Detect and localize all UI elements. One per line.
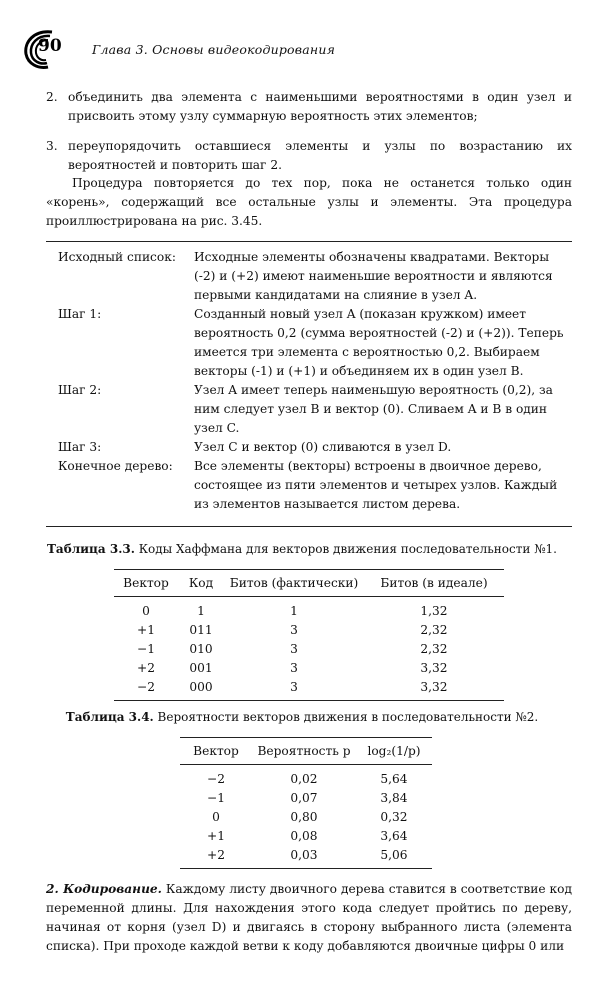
cell: 5,06 (356, 846, 432, 869)
column-header: Вектор (180, 738, 252, 765)
cell: 3 (290, 623, 298, 637)
table-row (114, 678, 504, 701)
page-header (22, 28, 582, 68)
cell: 3 (290, 642, 298, 656)
cell: 3 (224, 678, 364, 701)
huffman-codes-table (114, 569, 504, 701)
intro-paragraph: Процедура повторяется до тех пор, пока не останется только один «корень», содержащий все остальные узлы и элементы. Эта процедура проиллюстрирована на рис. 3.45. (46, 176, 572, 228)
list-item-text: объединить два элемента с наименьшими вероятностями в один узел и присвоить этому узлу суммарную вероятность этих элементов; (68, 90, 572, 123)
list-item (46, 88, 572, 126)
list-item (46, 137, 572, 175)
table-3-3-caption (0, 540, 604, 559)
step-row (58, 305, 568, 381)
caption-text: Коды Хаффмана для векторов движения последовательности №1. (134, 542, 557, 556)
encoding-paragraph (46, 880, 572, 956)
step-label: Шаг 2: (58, 383, 102, 397)
step-row (58, 381, 568, 438)
table-row (114, 597, 504, 622)
column-header: Битов (фактически) (224, 570, 364, 597)
table-row (180, 846, 432, 869)
cell: 2,32 (420, 642, 448, 656)
section-lead: 2. Кодирование. (46, 882, 162, 896)
cell: 3,32 (364, 678, 504, 701)
caption-label: Таблица 3.3. (46, 542, 135, 556)
step-label: Исходный список: (58, 250, 176, 264)
cell: 0,07 (290, 791, 318, 805)
cell: 1,32 (420, 604, 448, 618)
cell: +1 (207, 829, 225, 843)
table-3-4-caption (0, 708, 604, 727)
column-header: Битов (в идеале) (364, 570, 504, 597)
column-header: Код (178, 570, 224, 597)
step-text: Исходные элементы обозначены квадратами. Векторы (-2) и (+2) имеют наименьшие вероятности и являются первыми кандидатами на слияние в узел A. (194, 250, 553, 302)
step-text: Созданный новый узел A (показан кружком) имеет вероятность 0,2 (сумма вероятностей (-2) и (+2)). Теперь имеется три элемента с вероятностью 0,2. Выбираем векторы (-1) и (+1) и объединяем их в один узел B. (194, 307, 564, 378)
steps-bottom-rule (46, 526, 572, 527)
cell: 1 (197, 604, 205, 618)
section-text: Каждому листу двоичного дерева ставится в соответствие код переменной длины. Для нахождения этого кода следует пройтись по дереву, начиная от корня (узел D) и двигаясь в сторону выбранного листа (элемента списка). При проходе каждой ветви к коду добавляются двоичные цифры 0 или (46, 882, 572, 953)
cell: 011 (189, 623, 213, 637)
table-row (180, 808, 432, 827)
cell: +2 (180, 846, 252, 869)
cell: 3 (290, 661, 298, 675)
list-item-number: 2. (46, 90, 58, 104)
table-row (114, 659, 504, 678)
chapter-title: Глава 3. Основы видеокодирования (92, 42, 336, 57)
cell: 3,32 (420, 661, 448, 675)
cell: −1 (207, 791, 225, 805)
caption-text: Вероятности векторов движения в последовательности №2. (153, 710, 539, 724)
steps-top-rule (46, 241, 572, 242)
procedure-steps (58, 248, 568, 514)
column-header: Вероятность p (252, 738, 356, 765)
step-text: Все элементы (векторы) встроены в двоичное дерево, состоящее из пяти элементов и четырех узлов. Каждый из элементов называется листом дерева. (194, 459, 558, 511)
step-label: Шаг 3: (58, 440, 102, 454)
column-header: log₂(1/p) (356, 738, 432, 765)
page-number: 90 (38, 36, 62, 56)
step-row (58, 457, 568, 514)
step-text: Узел C и вектор (0) сливаются в узел D. (194, 440, 452, 454)
table-row (180, 765, 432, 790)
table-row (114, 640, 504, 659)
cell: 0,32 (380, 810, 408, 824)
cell: 1 (290, 604, 298, 618)
step-text: Узел A имеет теперь наименьшую вероятность (0,2), за ним следует узел B и вектор (0). Сливаем A и B в один узел C. (194, 383, 553, 435)
cell: 0,02 (290, 772, 318, 786)
cell: 0,08 (290, 829, 318, 843)
step-label: Конечное дерево: (58, 459, 173, 473)
step-label: Шаг 1: (58, 307, 102, 321)
cell: 0 (142, 604, 150, 618)
cell: 0,80 (290, 810, 318, 824)
table-row (114, 621, 504, 640)
cell: +2 (137, 661, 155, 675)
cell: 0,03 (252, 846, 356, 869)
cell: 001 (189, 661, 213, 675)
list-item-number: 3. (46, 139, 58, 153)
cell: +1 (137, 623, 155, 637)
cell: 0 (212, 810, 220, 824)
step-row (58, 248, 568, 305)
column-header: Вектор (114, 570, 178, 597)
cell: −2 (207, 772, 225, 786)
cell: 000 (178, 678, 224, 701)
list-item-text: переупорядочить оставшиеся элементы и узлы по возрастанию их вероятностей и повторить шаг 2. (68, 139, 572, 172)
table-row (180, 827, 432, 846)
cell: 3,84 (380, 791, 408, 805)
cell: 5,64 (380, 772, 408, 786)
numbered-list (46, 88, 572, 186)
cell: 010 (189, 642, 213, 656)
cell: 3,64 (380, 829, 408, 843)
vector-probabilities-table (180, 737, 432, 869)
cell: −2 (114, 678, 178, 701)
step-row (58, 438, 568, 457)
cell: 2,32 (420, 623, 448, 637)
table-row (180, 789, 432, 808)
cell: −1 (137, 642, 155, 656)
caption-label: Таблица 3.4. (65, 710, 154, 724)
